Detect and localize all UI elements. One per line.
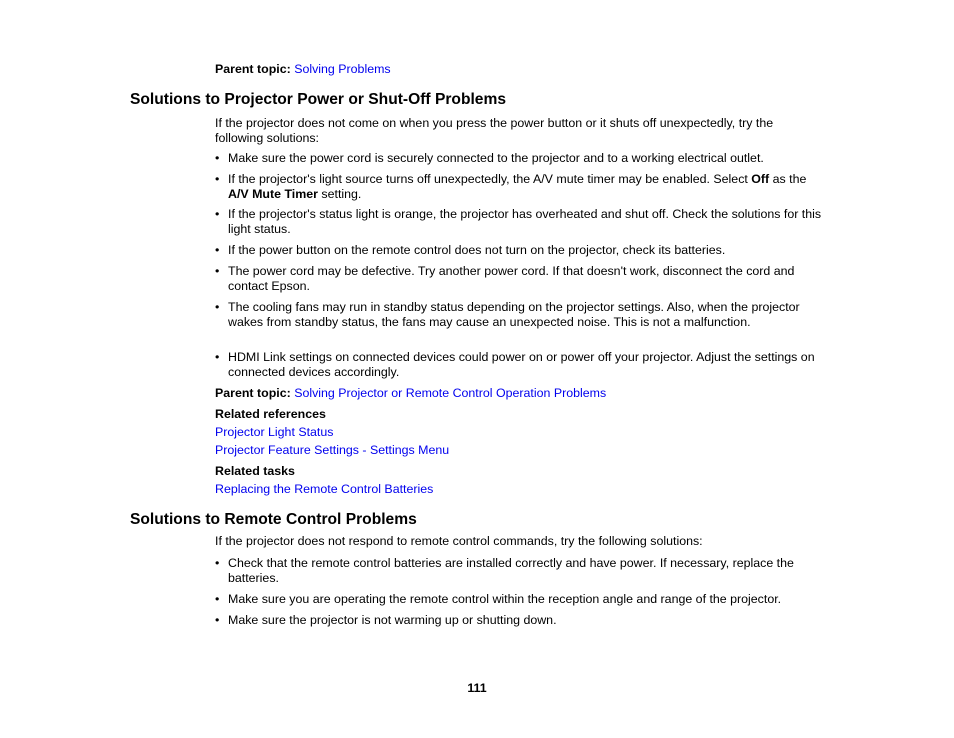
related-references-label: Related references — [215, 407, 326, 421]
bullet-icon: • — [215, 151, 220, 165]
section-heading-remote: Solutions to Remote Control Problems — [130, 511, 417, 528]
section-parent-topic — [215, 386, 825, 401]
settings-menu-link[interactable]: Projector Feature Settings - Settings Menu — [215, 443, 450, 457]
section-intro-remote: If the projector does not respond to remote control commands, try the following solutions: — [215, 534, 703, 548]
bullet-text-post: setting. — [317, 186, 362, 201]
bullet-icon: • — [215, 613, 220, 627]
bullet-icon: • — [215, 243, 220, 257]
list-item — [215, 151, 825, 166]
bullet-text: The cooling fans may run in standby status depending on the projector settings. Also, when the projector wakes from standby status, the fans may cause an unexpected noise. This is not a malfunction. — [228, 300, 800, 329]
section-heading-power: Solutions to Projector Power or Shut-Off Problems — [130, 91, 507, 108]
bullet-icon: • — [215, 350, 220, 364]
list-item — [215, 172, 827, 201]
bullet-icon: • — [215, 172, 220, 186]
list-item — [215, 264, 825, 293]
list-item — [215, 300, 815, 329]
bullet-text: If the projector's status light is orange, the projector has overheated and shut off. Check the solutions for this light status. — [228, 207, 822, 236]
off-option: Off — [751, 172, 770, 186]
bullet-text-mid: as the — [769, 172, 807, 186]
bullet-icon: • — [215, 300, 220, 314]
replacing-batteries-link[interactable]: Replacing the Remote Control Batteries — [215, 482, 434, 496]
bullet-text: The power cord may be defective. Try another power cord. If that doesn't work, disconnect the cord and contact Epson. — [228, 264, 795, 293]
bullet-text: Check that the remote control batteries are installed correctly and have power. If necessary, replace the batteries. — [228, 556, 794, 585]
parent-topic-label: Parent topic: — [215, 386, 291, 400]
bullet-text: HDMI Link settings on connected devices could power on or power off your projector. Adjust the settings on connected devices accordingly. — [228, 350, 815, 379]
bullet-icon: • — [215, 264, 220, 278]
list-item — [215, 243, 825, 258]
list-item — [215, 207, 825, 236]
bullet-text: Make sure the power cord is securely connected to the projector and to a working electrical outlet. — [228, 151, 764, 165]
top-parent-topic — [215, 62, 825, 77]
bullet-icon: • — [215, 592, 220, 606]
list-item — [215, 556, 815, 585]
solving-problems-link[interactable]: Solving Problems — [294, 62, 391, 76]
parent-topic-label: Parent topic: — [215, 62, 291, 76]
list-item — [215, 592, 825, 607]
bullet-text: If the power button on the remote control does not turn on the projector, check its batteries. — [228, 243, 726, 257]
solving-operation-problems-link[interactable]: Solving Projector or Remote Control Operation Problems — [294, 386, 607, 400]
projector-light-status-link[interactable]: Projector Light Status — [215, 425, 334, 439]
bullet-icon: • — [215, 556, 220, 570]
bullet-text: Make sure the projector is not warming up or shutting down. — [228, 613, 557, 627]
list-item — [215, 350, 815, 379]
av-mute-timer-setting: A/V Mute Timer — [228, 186, 318, 201]
bullet-text: Make sure you are operating the remote control within the reception angle and range of the projector. — [228, 592, 782, 606]
bullet-icon: • — [215, 207, 220, 221]
list-item — [215, 613, 825, 628]
section-intro-power: If the projector does not come on when you press the power button or it shuts off unexpectedly, try the following solutions: — [215, 116, 774, 145]
page-number: 111 — [467, 681, 487, 695]
related-tasks-label: Related tasks — [215, 464, 295, 478]
bullet-text-pre: If the projector's light source turns off unexpectedly, the A/V mute timer may be enabled. Select — [228, 172, 752, 186]
